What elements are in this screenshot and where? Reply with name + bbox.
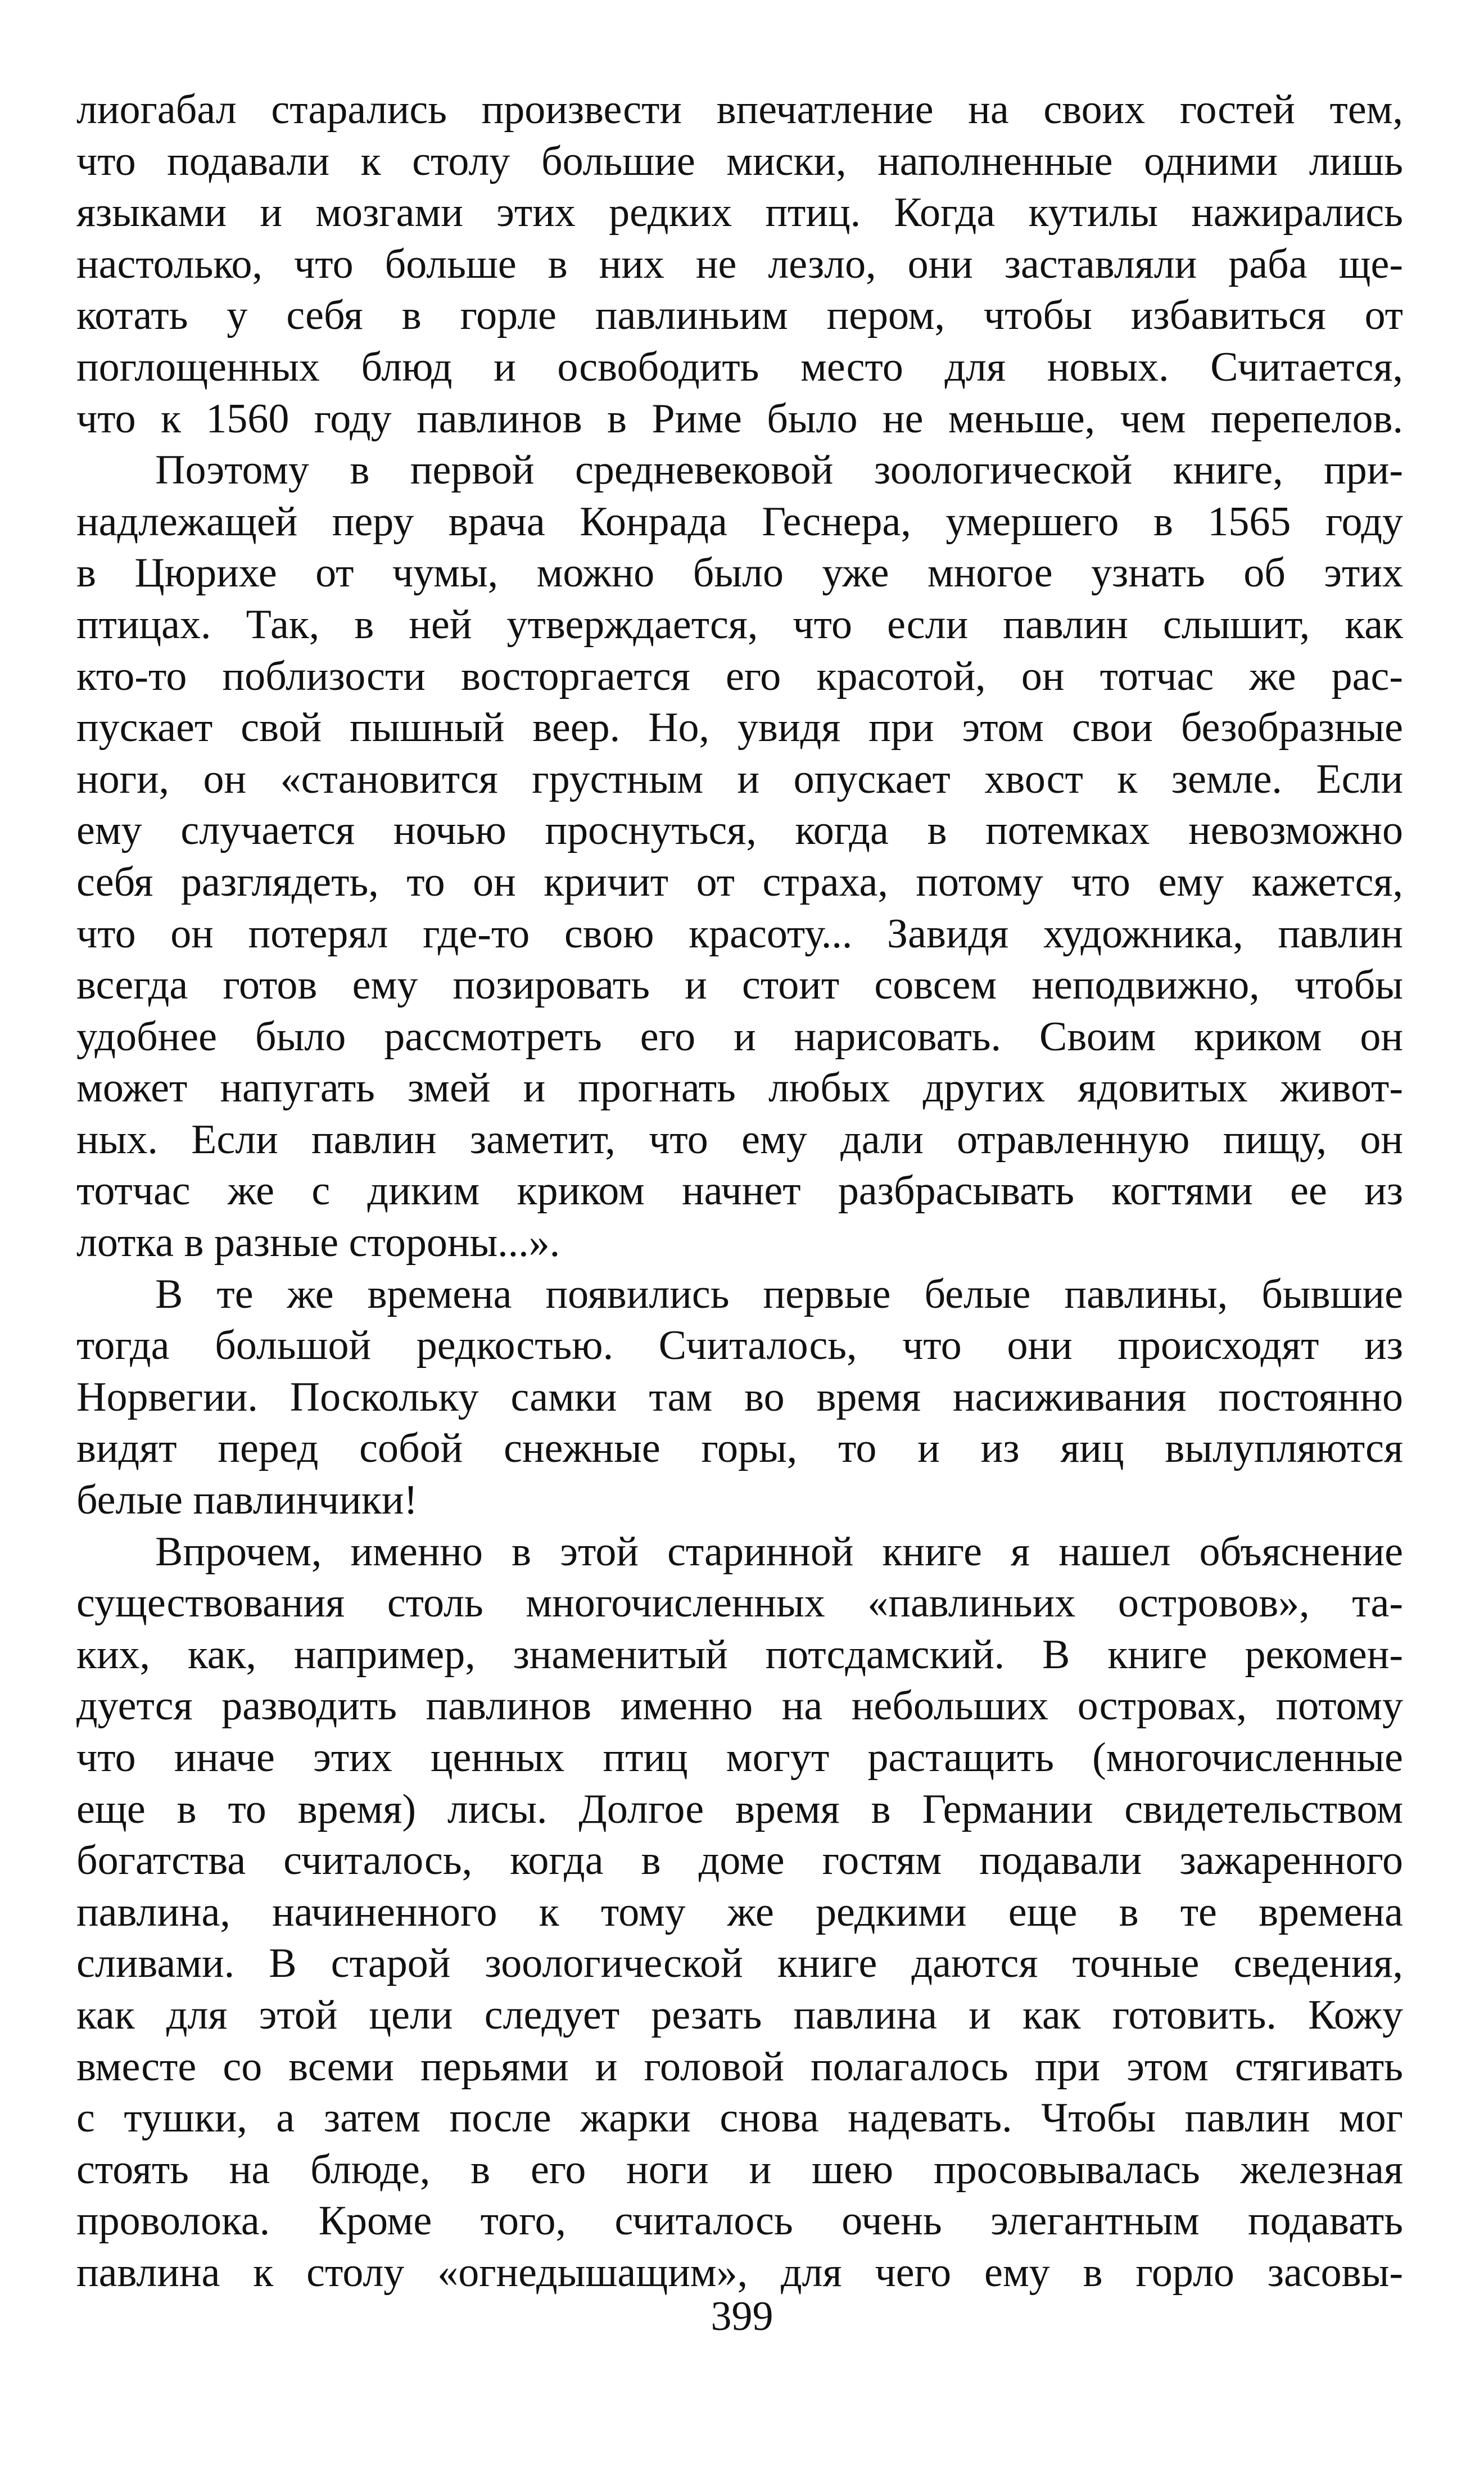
text-line: надлежащей перу врача Конрада Геснера, умершего в 1565 году — [76, 498, 1403, 545]
text-line: птицах. Так, в ней утверждается, что если павлин слышит, как — [76, 601, 1403, 648]
text-line: кто-то поблизости восторгается его красотой, он тотчас же рас- — [76, 653, 1403, 699]
text-line: существования столь многочисленных «павлиньих островов», та- — [76, 1580, 1403, 1627]
text-line: ему случается ночью проснуться, когда в потемках невозможно — [76, 807, 1403, 854]
text-line: Норвегии. Поскольку самки там во время насиживания постоянно — [76, 1374, 1403, 1420]
text-line: ких, как, например, знаменитый потсдамский. В книге рекомен- — [76, 1631, 1403, 1678]
text-line: тотчас же с диким криком начнет разбрасывать когтями ее из — [76, 1168, 1403, 1214]
text-line: В те же времена появились первые белые павлины, бывшие — [155, 1271, 1403, 1317]
text-line: что иначе этих ценных птиц могут растащить (многочисленные — [76, 1735, 1403, 1781]
text-line: языками и мозгами этих редких птиц. Когда кутилы нажирались — [76, 189, 1403, 236]
text-line: всегда готов ему позировать и стоит совсем неподвижно, чтобы — [76, 962, 1403, 1009]
text-line: может напугать змей и прогнать любых других ядовитых живот- — [76, 1065, 1403, 1112]
text-line: белые павлинчики! — [76, 1477, 418, 1524]
text-line: богатства считалось, когда в доме гостям подавали зажаренного — [76, 1837, 1403, 1884]
text-line: что он потерял где-то свою красоту... Завидя художника, павлин — [76, 910, 1403, 957]
text-line: дуется разводить павлинов именно на небольших островах, потому — [76, 1683, 1403, 1729]
text-line: котать у себя в горле павлиньим пером, чтобы избавиться от — [76, 292, 1403, 339]
text-line: с тушки, а затем после жарки снова надевать. Чтобы павлин мог — [76, 2095, 1403, 2142]
text-line: Поэтому в первой средневековой зоологической книге, при- — [155, 447, 1403, 494]
text-line: еще в то время) лисы. Долгое время в Германии свидетельством — [76, 1786, 1403, 1832]
page-text — [76, 84, 1403, 2299]
text-line: павлина, начиненного к тому же редкими еще в те времена — [76, 1889, 1403, 1935]
text-line: пускает свой пышный веер. Но, увидя при этом свои безобразные — [76, 704, 1403, 751]
text-line: тогда большой редкостью. Считалось, что они происходят из — [76, 1322, 1403, 1369]
text-line: видят перед собой снежные горы, то и из яиц вылупляются — [76, 1425, 1403, 1472]
text-line: лотка в разные стороны...». — [76, 1220, 560, 1266]
text-line: лиогабал старались произвести впечатление на своих гостей тем, — [76, 87, 1403, 133]
text-line: сливами. В старой зоологической книге даются точные сведения, — [76, 1940, 1403, 1987]
text-line: павлина к столу «огнедышащим», для чего ему в горло засовы- — [76, 2249, 1403, 2296]
text-line: проволока. Кроме того, считалось очень элегантным подавать — [76, 2198, 1403, 2244]
page-number: 399 — [711, 2293, 773, 2339]
text-line: ных. Если павлин заметит, что ему дали отравленную пищу, он — [76, 1116, 1403, 1163]
text-line: Впрочем, именно в этой старинной книге я нашел объяснение — [155, 1528, 1403, 1575]
text-line: что к 1560 году павлинов в Риме было не меньше, чем перепелов. — [76, 395, 1403, 442]
text-line: стоять на блюде, в его ноги и шею просовывалась железная — [76, 2146, 1403, 2193]
text-line: вместе со всеми перьями и головой полагалось при этом стягивать — [76, 2043, 1403, 2090]
text-line: как для этой цели следует резать павлина и как готовить. Кожу — [76, 1991, 1403, 2038]
text-line: настолько, что больше в них не лезло, они заставляли раба ще- — [76, 241, 1403, 287]
text-line: что подавали к столу большие миски, наполненные одними лишь — [76, 138, 1403, 184]
text-line: в Цюрихе от чумы, можно было уже многое узнать об этих — [76, 550, 1403, 597]
text-line: себя разглядеть, то он кричит от страха, потому что ему кажется, — [76, 859, 1403, 905]
text-line: поглощенных блюд и освободить место для новых. Считается, — [76, 344, 1403, 390]
text-line: удобнее было рассмотреть его и нарисовать. Своим криком он — [76, 1013, 1403, 1060]
text-line: ноги, он «становится грустным и опускает хвост к земле. Если — [76, 756, 1403, 802]
